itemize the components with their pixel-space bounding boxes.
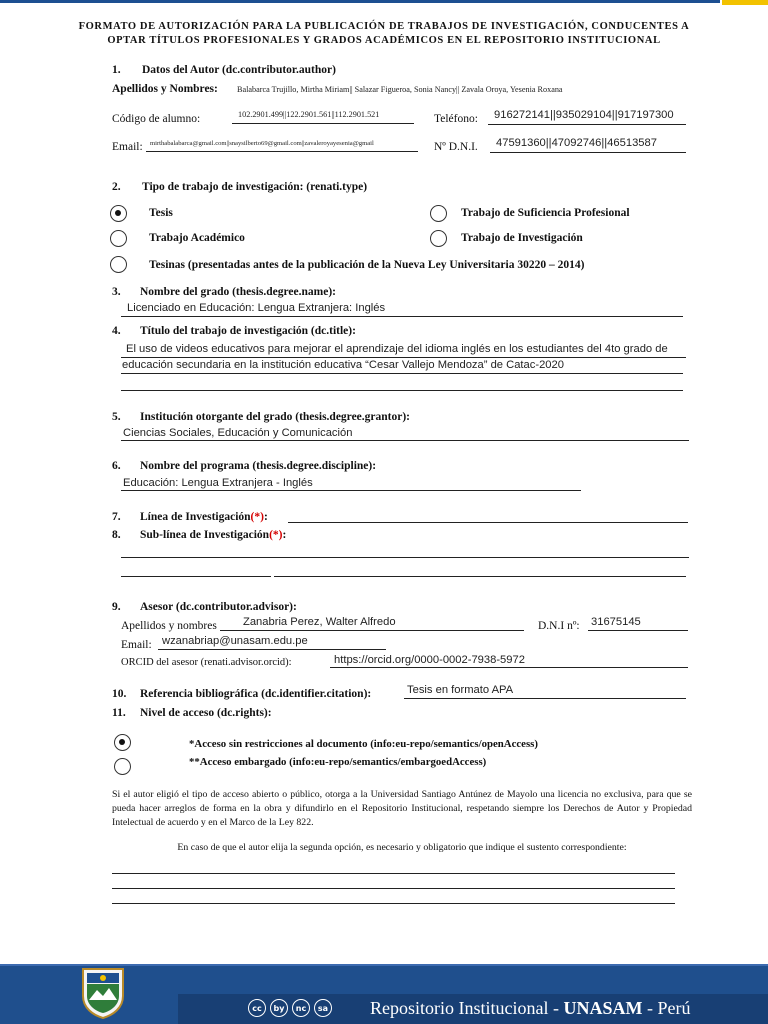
section-10-number: 10.: [112, 688, 127, 700]
section-9-number: 9.: [112, 601, 121, 613]
footer-repository-text: Repositorio Institucional - UNASAM - Perú: [370, 998, 691, 1018]
cc-nc-icon: nc: [292, 999, 310, 1017]
title-value-line1[interactable]: El uso de videos educativos para mejorar el aprendizaje del idioma inglés en los estudiantes del 4to grado de: [126, 343, 668, 355]
orcid-line: [330, 667, 688, 668]
section-11-heading: Nivel de acceso (dc.rights):: [140, 707, 272, 719]
radio-suficiencia-profesional[interactable]: [430, 205, 447, 222]
title-line-2: [121, 373, 683, 374]
section-6-heading: Nombre del programa (thesis.degree.discipline):: [140, 460, 377, 472]
option-tesinas-label: Tesinas (presentadas antes de la publicación de la Nueva Ley Universitaria 30220 – 2014): [149, 259, 585, 271]
author-names-value[interactable]: Balabarca Trujillo, Mirtha Miriam|| Salazar Figueroa, Sonia Nancy|| Zavala Oroya, Yesenia Roxana: [237, 85, 563, 94]
radio-open-access[interactable]: [114, 734, 131, 751]
section-8-number: 8.: [112, 529, 121, 541]
program-value[interactable]: Educación: Lengua Extranjera - Inglés: [123, 477, 313, 489]
degree-name-line: [121, 316, 683, 317]
title-line-1: [121, 357, 686, 358]
section-3-heading: Nombre del grado (thesis.degree.name):: [140, 286, 336, 298]
email-line: [146, 151, 418, 152]
email-label: Email:: [112, 141, 143, 153]
sub-line-field-2a[interactable]: [121, 576, 271, 577]
cc-sa-icon: sa: [314, 999, 332, 1017]
option-investigacion-label: Trabajo de Investigación: [461, 232, 583, 244]
student-code-line: [232, 123, 414, 124]
section-9-heading: Asesor (dc.contributor.advisor):: [140, 601, 297, 613]
form-title-line2: OPTAR TÍTULOS PROFESIONALES Y GRADOS ACADÉMICOS EN EL REPOSITORIO INSTITUCIONAL: [107, 35, 661, 46]
title-value-line2[interactable]: educación secundaria en la institución educativa “Cesar Vallejo Mendoza” de Catac-2020: [122, 359, 564, 371]
student-code-label: Código de alumno:: [112, 113, 201, 125]
phone-value[interactable]: 916272141||935029104||917197300: [494, 109, 674, 121]
advisor-email-line: [158, 649, 386, 650]
top-accent-bar-yellow: [722, 0, 768, 5]
option-suficiencia-label: Trabajo de Suficiencia Profesional: [461, 207, 630, 219]
section-10-heading: Referencia bibliográfica (dc.identifier.citation):: [140, 688, 372, 700]
phone-label: Teléfono:: [434, 113, 478, 125]
phone-line: [488, 124, 686, 125]
embargoed-access-label: **Acceso embargado (info:eu-repo/semantics/embargoedAccess): [189, 756, 487, 768]
radio-trabajo-academico[interactable]: [110, 230, 127, 247]
orcid-value[interactable]: https://orcid.org/0000-0002-7938-5972: [334, 654, 525, 666]
section-8-heading: Sub-línea de Investigación(*):: [140, 529, 287, 541]
form-title-line1: FORMATO DE AUTORIZACIÓN PARA LA PUBLICACIÓN DE TRABAJOS DE INVESTIGACIÓN, CONDUCENTES A: [78, 21, 690, 32]
dni-line: [490, 152, 686, 153]
advisor-names-line: [220, 630, 524, 631]
section-7-heading: Línea de Investigación(*):: [140, 511, 268, 523]
citation-line: [404, 698, 686, 699]
advisor-names-label: Apellidos y nombres: [121, 620, 217, 632]
justification-line-2[interactable]: [112, 888, 675, 889]
section-7-number: 7.: [112, 511, 121, 523]
advisor-dni-label: D.N.I nº:: [538, 620, 580, 632]
justification-line-3[interactable]: [112, 903, 675, 904]
license-paragraph: Si el autor eligió el tipo de acceso abierto o público, otorga a la Universidad Santiago Antúnez de Mayolo una licencia no exclusiva, para que se pueda hacer arreglos de forma en la obra y difundirlo en el Repositorio Institucional, respetando siempre los Derechos de Autor y Propiedad Intelectual de acuerdo y en el Marco de la Ley 822.: [112, 789, 692, 828]
email-value[interactable]: mirthabalabarca@gmail.com||snaysilberto69@gmail.com||zavaleroyayesenia@gmail: [150, 140, 374, 147]
author-names-label: Apellidos y Nombres:: [112, 83, 218, 95]
degree-name-value[interactable]: Licenciado en Educación: Lengua Extranjera: Inglés: [127, 302, 386, 314]
advisor-dni-value[interactable]: 31675145: [591, 616, 641, 628]
open-access-label: *Acceso sin restricciones al documento (info:eu-repo/semantics/openAccess): [189, 738, 538, 750]
section-2-heading: Tipo de trabajo de investigación: (renati.type): [142, 181, 368, 193]
program-line: [121, 490, 581, 491]
sub-line-field-1[interactable]: [121, 557, 689, 558]
section-5-number: 5.: [112, 411, 121, 423]
dni-label: Nº D.N.I.: [434, 141, 478, 153]
dni-value[interactable]: 47591360||47092746||46513587: [496, 137, 657, 149]
radio-trabajo-investigacion[interactable]: [430, 230, 447, 247]
radio-tesinas[interactable]: [110, 256, 127, 273]
orcid-label: ORCID del asesor (renati.advisor.orcid):: [121, 657, 292, 668]
radio-embargoed-access[interactable]: [114, 758, 131, 775]
cc-by-icon: by: [270, 999, 288, 1017]
section-6-number: 6.: [112, 460, 121, 472]
section-5-heading: Institución otorgante del grado (thesis.degree.grantor):: [140, 411, 411, 423]
top-accent-bar: [0, 0, 720, 3]
section-3-number: 3.: [112, 286, 121, 298]
sub-line-field-2b[interactable]: [274, 576, 686, 577]
advisor-email-label: Email:: [121, 639, 152, 651]
radio-tesis[interactable]: [110, 205, 127, 222]
section-1-heading: Datos del Autor (dc.contributor.author): [142, 64, 336, 76]
second-option-note: En caso de que el autor elija la segunda opción, es necesario y obligatorio que indique el sustento correspondiente:: [177, 842, 627, 853]
grantor-value[interactable]: Ciencias Sociales, Educación y Comunicación: [123, 427, 353, 439]
creative-commons-icons: [248, 999, 332, 1017]
section-11-number: 11.: [112, 707, 126, 719]
advisor-names-value[interactable]: Zanabria Perez, Walter Alfredo: [243, 616, 396, 628]
option-tesis-label: Tesis: [149, 207, 173, 219]
justification-line-1[interactable]: [112, 873, 675, 874]
title-line-3: [121, 390, 683, 391]
advisor-email-value[interactable]: wzanabriap@unasam.edu.pe: [162, 635, 308, 647]
citation-value[interactable]: Tesis en formato APA: [407, 684, 514, 696]
section-1-number: 1.: [112, 64, 121, 76]
option-academico-label: Trabajo Académico: [149, 232, 245, 244]
cc-icon: cc: [248, 999, 266, 1017]
research-line-field[interactable]: [288, 522, 688, 523]
section-4-heading: Título del trabajo de investigación (dc.title):: [140, 325, 356, 337]
student-code-value[interactable]: 102.2901.499||122.2901.561||112.2901.521: [238, 110, 380, 119]
section-4-number: 4.: [112, 325, 121, 337]
section-2-number: 2.: [112, 181, 121, 193]
unasam-logo: [80, 966, 126, 1020]
grantor-line: [121, 440, 689, 441]
advisor-dni-line: [588, 630, 688, 631]
